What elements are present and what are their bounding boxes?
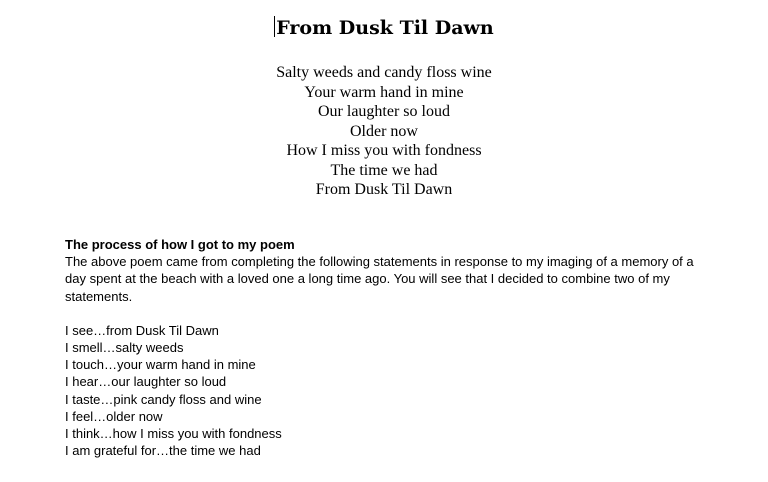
statement-item: I am grateful for…the time we had [65, 443, 261, 459]
poem-title-line [0, 16, 768, 40]
process-heading: The process of how I got to my poem [65, 237, 295, 252]
poem-line: From Dusk Til Dawn [315, 181, 453, 198]
poem-line: Salty weeds and candy floss wine [276, 64, 492, 81]
poem-title: From Dusk Til Dawn [276, 17, 494, 39]
statement-item: I feel…older now [65, 408, 163, 424]
poem-line: The time we had [330, 161, 438, 179]
statement-item: I taste…pink candy floss and wine [65, 391, 262, 407]
poem-line: Older now [350, 122, 418, 140]
poem-line: Our laughter so loud [318, 103, 450, 120]
process-paragraph: The above poem came from completing the following statements in response to my imaging of a memory of a day spent at the beach with a loved one a long time ago. You will see that I decided to combine two of my statements. [65, 254, 694, 304]
poem-line: How I miss you with fondness [286, 142, 482, 159]
statement-item: I touch…your warm hand in mine [65, 357, 256, 373]
poem-line: Your warm hand in mine [304, 83, 464, 101]
poem-body [0, 63, 768, 200]
paragraph-spacer [65, 305, 715, 322]
statement-item: I think…how I miss you with fondness [65, 426, 282, 442]
process-section [65, 236, 715, 459]
statement-item: I hear…our laughter so loud [65, 374, 227, 390]
statement-item: I smell…salty weeds [65, 340, 184, 356]
statement-item: I see…from Dusk Til Dawn [65, 322, 219, 338]
